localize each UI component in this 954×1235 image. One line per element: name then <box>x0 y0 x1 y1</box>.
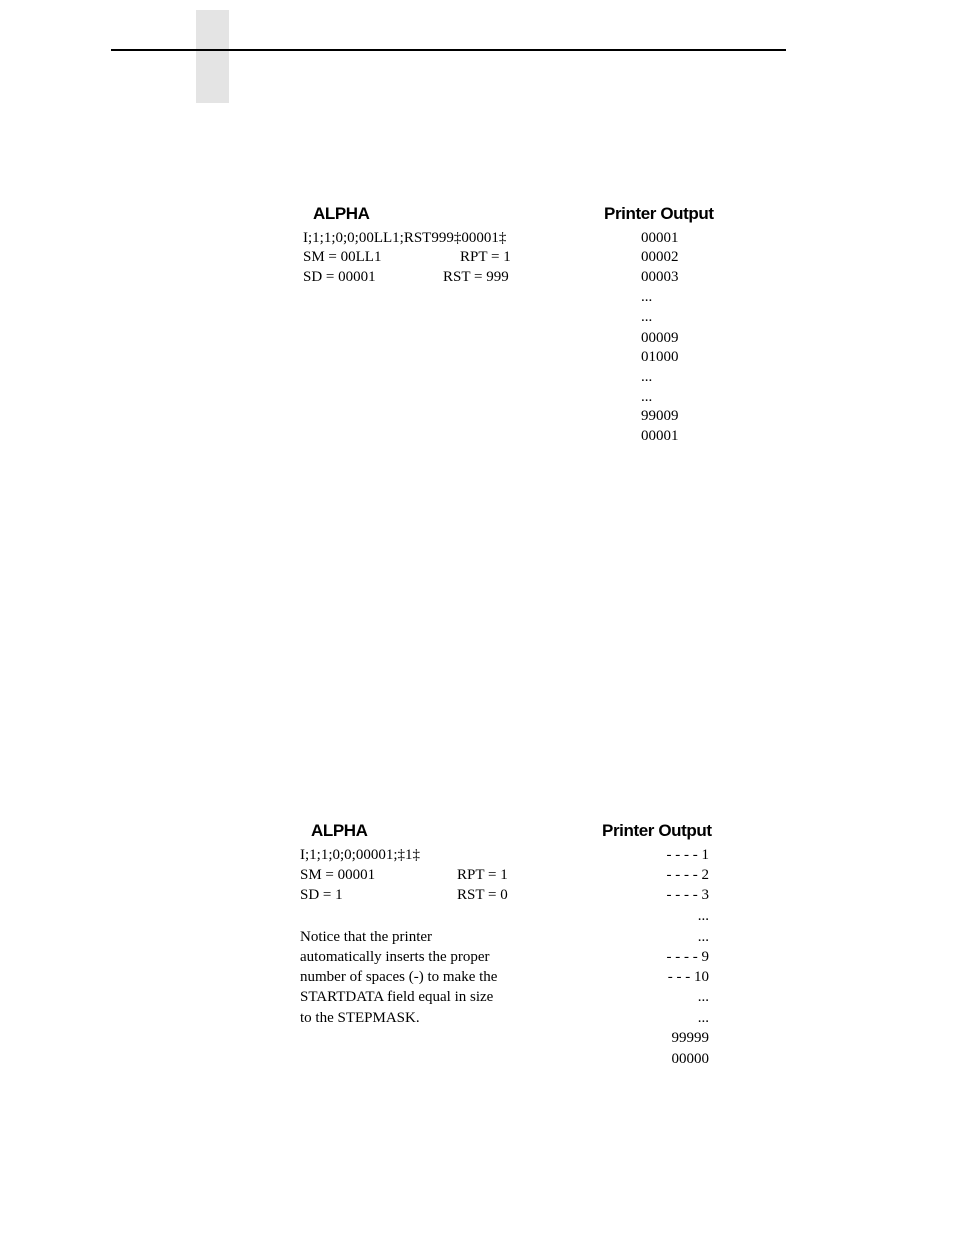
output-line: 00001 <box>641 428 679 444</box>
output-line: 01000 <box>641 349 679 365</box>
command-line: I;1;1;0;0;00LL1;RST999‡00001‡ <box>303 230 507 246</box>
output-line: 00009 <box>641 330 679 346</box>
notice-line: number of spaces (-) to make the <box>300 969 498 985</box>
header-rule <box>111 49 786 51</box>
command-line: I;1;1;0;0;00001;‡1‡ <box>300 847 420 863</box>
output-line: - - - - 9 <box>666 949 709 965</box>
output-line: - - - - 2 <box>666 867 709 883</box>
output-line: 99009 <box>641 408 679 424</box>
output-line: ... <box>697 989 709 1005</box>
notice-line: automatically inserts the proper <box>300 949 490 965</box>
repeat-value: RPT = 1 <box>460 249 511 265</box>
output-line: ... <box>697 1010 709 1026</box>
chapter-tab <box>196 10 229 103</box>
alpha-heading: ALPHA <box>311 821 368 840</box>
output-line: ... <box>641 289 653 305</box>
reset-value: RST = 0 <box>457 887 508 903</box>
output-line: ... <box>697 929 709 945</box>
alpha-heading: ALPHA <box>313 204 370 223</box>
output-line: 00001 <box>641 230 679 246</box>
stepmask-value: SM = 00001 <box>300 867 376 883</box>
printer-output-heading: Printer Output <box>602 821 712 840</box>
output-line: 00002 <box>641 249 679 265</box>
output-line: - - - - 1 <box>666 847 709 863</box>
notice-line: Notice that the printer <box>300 929 433 945</box>
output-line: ... <box>641 309 653 325</box>
startdata-value: SD = 00001 <box>303 269 376 285</box>
stepmask-value: SM = 00LL1 <box>303 249 382 265</box>
output-line: 00000 <box>671 1051 709 1067</box>
startdata-value: SD = 1 <box>300 887 343 903</box>
reset-value: RST = 999 <box>443 269 509 285</box>
output-line: ... <box>641 369 653 385</box>
output-line: ... <box>697 908 709 924</box>
output-line: - - - 10 <box>667 969 709 985</box>
notice-line: to the STEPMASK. <box>300 1010 420 1026</box>
notice-line: STARTDATA field equal in size <box>300 989 494 1005</box>
output-line: 99999 <box>671 1030 709 1046</box>
output-line: - - - - 3 <box>666 887 709 903</box>
output-line: 00003 <box>641 269 679 285</box>
output-line: ... <box>641 389 653 405</box>
printer-output-heading: Printer Output <box>604 204 714 223</box>
repeat-value: RPT = 1 <box>457 867 508 883</box>
